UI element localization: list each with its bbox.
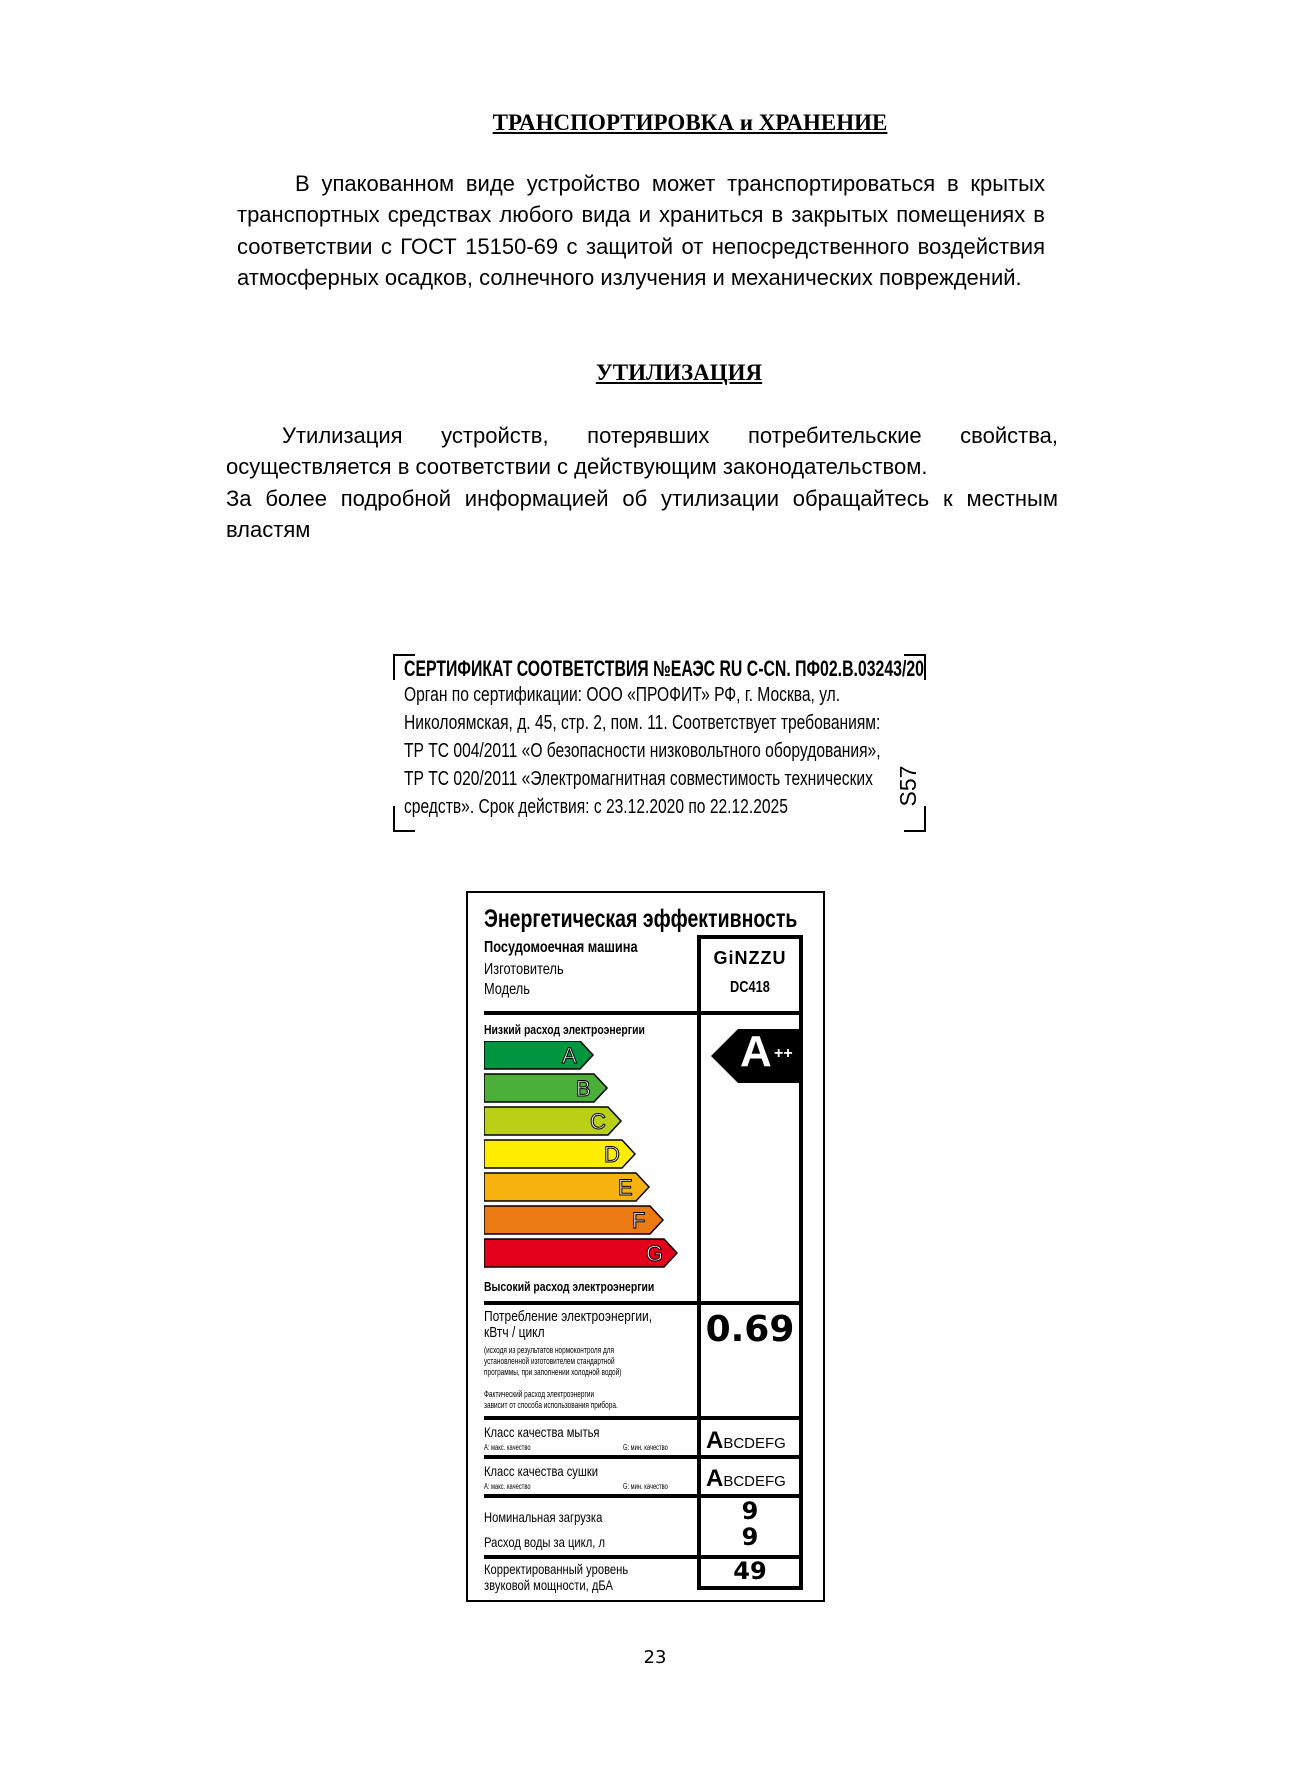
energy-label	[466, 891, 825, 1602]
rating-plus: ++	[774, 1045, 793, 1062]
consumption-note: (исходя из результатов нормоконтроля для установленной изготовителем стандартной программы, при заполнении холодной водой)	[484, 1345, 622, 1377]
certificate-line-2: Орган по сертификации: ООО «ПРОФИТ» РФ, г. Москва, ул.	[404, 684, 841, 706]
rated-load-label: Номинальная загрузка	[484, 1509, 603, 1525]
low-consumption-label: Низкий расход электроэнергии	[484, 1022, 645, 1037]
energy-class-letter: E	[618, 1175, 633, 1200]
energy-class-f	[484, 1206, 663, 1234]
rated-load-value: 9	[741, 1497, 759, 1525]
wash-scale-max: А: макс. качество	[484, 1443, 531, 1452]
certificate-line-3: Николоямская, д. 45, стр. 2, пом. 11. Соответствует требованиям:	[404, 712, 881, 734]
energy-class-letter: F	[632, 1208, 646, 1233]
energy-class-c	[484, 1107, 621, 1135]
certificate-line-6: средств». Срок действия: с 23.12.2020 по 22.12.2025	[404, 796, 788, 818]
noise-value: 49	[733, 1557, 767, 1585]
consumption-value: 0.69	[705, 1309, 795, 1350]
divider-2	[484, 1301, 803, 1305]
energy-class-letter: C	[590, 1109, 606, 1134]
divider-4	[484, 1455, 803, 1459]
dry-scale-max: А: макс. качество	[484, 1482, 531, 1491]
wash-class-value: ABCDEFG	[706, 1427, 786, 1454]
dry-scale-min: G: мин. качество	[623, 1482, 668, 1491]
transport-title: ТРАНСПОРТИРОВКА и ХРАНЕНИЕ	[492, 110, 888, 135]
dry-class-value: ABCDEFG	[706, 1465, 786, 1492]
disposal-text-1: Утилизация устройств, потерявших потребительские свойства, осуществляется в соответствии с действующим законодательством.	[226, 423, 1058, 480]
disposal-text-2: За более подробной информацией об утилизации обращайтесь к местным властям	[226, 486, 1058, 543]
energy-class-b	[484, 1074, 607, 1102]
right-column-border-bottom	[697, 1586, 803, 1590]
divider-3	[484, 1416, 803, 1420]
consumption-note-actual: Фактический расход электроэнергии зависит от способа использования прибора.	[484, 1389, 618, 1410]
energy-class-letter: D	[604, 1142, 620, 1167]
rating-letter: A	[740, 1027, 772, 1076]
wash-class-label: Класс качества мытья	[484, 1424, 600, 1440]
energy-class-letter: B	[576, 1076, 591, 1101]
right-column-border-top	[697, 935, 803, 939]
model-label: Модель	[484, 981, 530, 998]
manufacturer-label: Изготовитель	[484, 961, 564, 978]
energy-label-title: Энергетическая эффективность	[484, 905, 798, 933]
dry-class-label: Класс качества сушки	[484, 1463, 599, 1479]
energy-class-letter: A	[562, 1043, 577, 1068]
model-value: DC418	[730, 979, 770, 996]
transport-text: В упакованном виде устройство может транспортироваться в крытых транспортных средствах любого вида и храниться в закрытых помещениях в соответствии с ГОСТ 15150-69 с защитой от непосредственного воздействия атмосферных осадков, солнечного излучения и механических повреждений.	[237, 171, 1045, 290]
energy-class-scale	[484, 1041, 698, 1271]
appliance-type: Посудомоечная машина	[484, 939, 638, 956]
page-number: 23	[643, 1647, 667, 1668]
water-consumption-value: 9	[741, 1523, 759, 1551]
wash-scale-min: G: мин. качество	[623, 1443, 668, 1452]
consumption-label: Потребление электроэнергии, кВтч / цикл	[484, 1308, 653, 1341]
water-consumption-label: Расход воды за цикл, л	[484, 1534, 606, 1550]
energy-class-g	[484, 1239, 677, 1267]
brand-logo: GiNZZU	[713, 948, 787, 968]
divider-1	[484, 1011, 803, 1015]
disposal-title: УТИЛИЗАЦИЯ	[595, 360, 763, 385]
certificate-code: S57	[895, 765, 921, 807]
certificate-line-4: ТР ТС 004/2011 «О безопасности низковольтного оборудования»,	[404, 740, 881, 762]
certificate-number: СЕРТИФИКАТ СООТВЕТСТВИЯ №ЕАЭС RU С-CN. ПФ02.В.03243/20	[404, 656, 924, 681]
noise-label: Корректированный уровень звуковой мощности, дБА	[484, 1561, 629, 1593]
energy-class-e	[484, 1173, 649, 1201]
certificate-line-5: ТР ТС 020/2011 «Электромагнитная совместимость технических	[404, 768, 873, 790]
high-consumption-label: Высокий расход электроэнергии	[484, 1279, 655, 1294]
energy-class-letter: G	[646, 1241, 664, 1266]
energy-class-d	[484, 1140, 635, 1168]
energy-class-a	[484, 1041, 593, 1069]
